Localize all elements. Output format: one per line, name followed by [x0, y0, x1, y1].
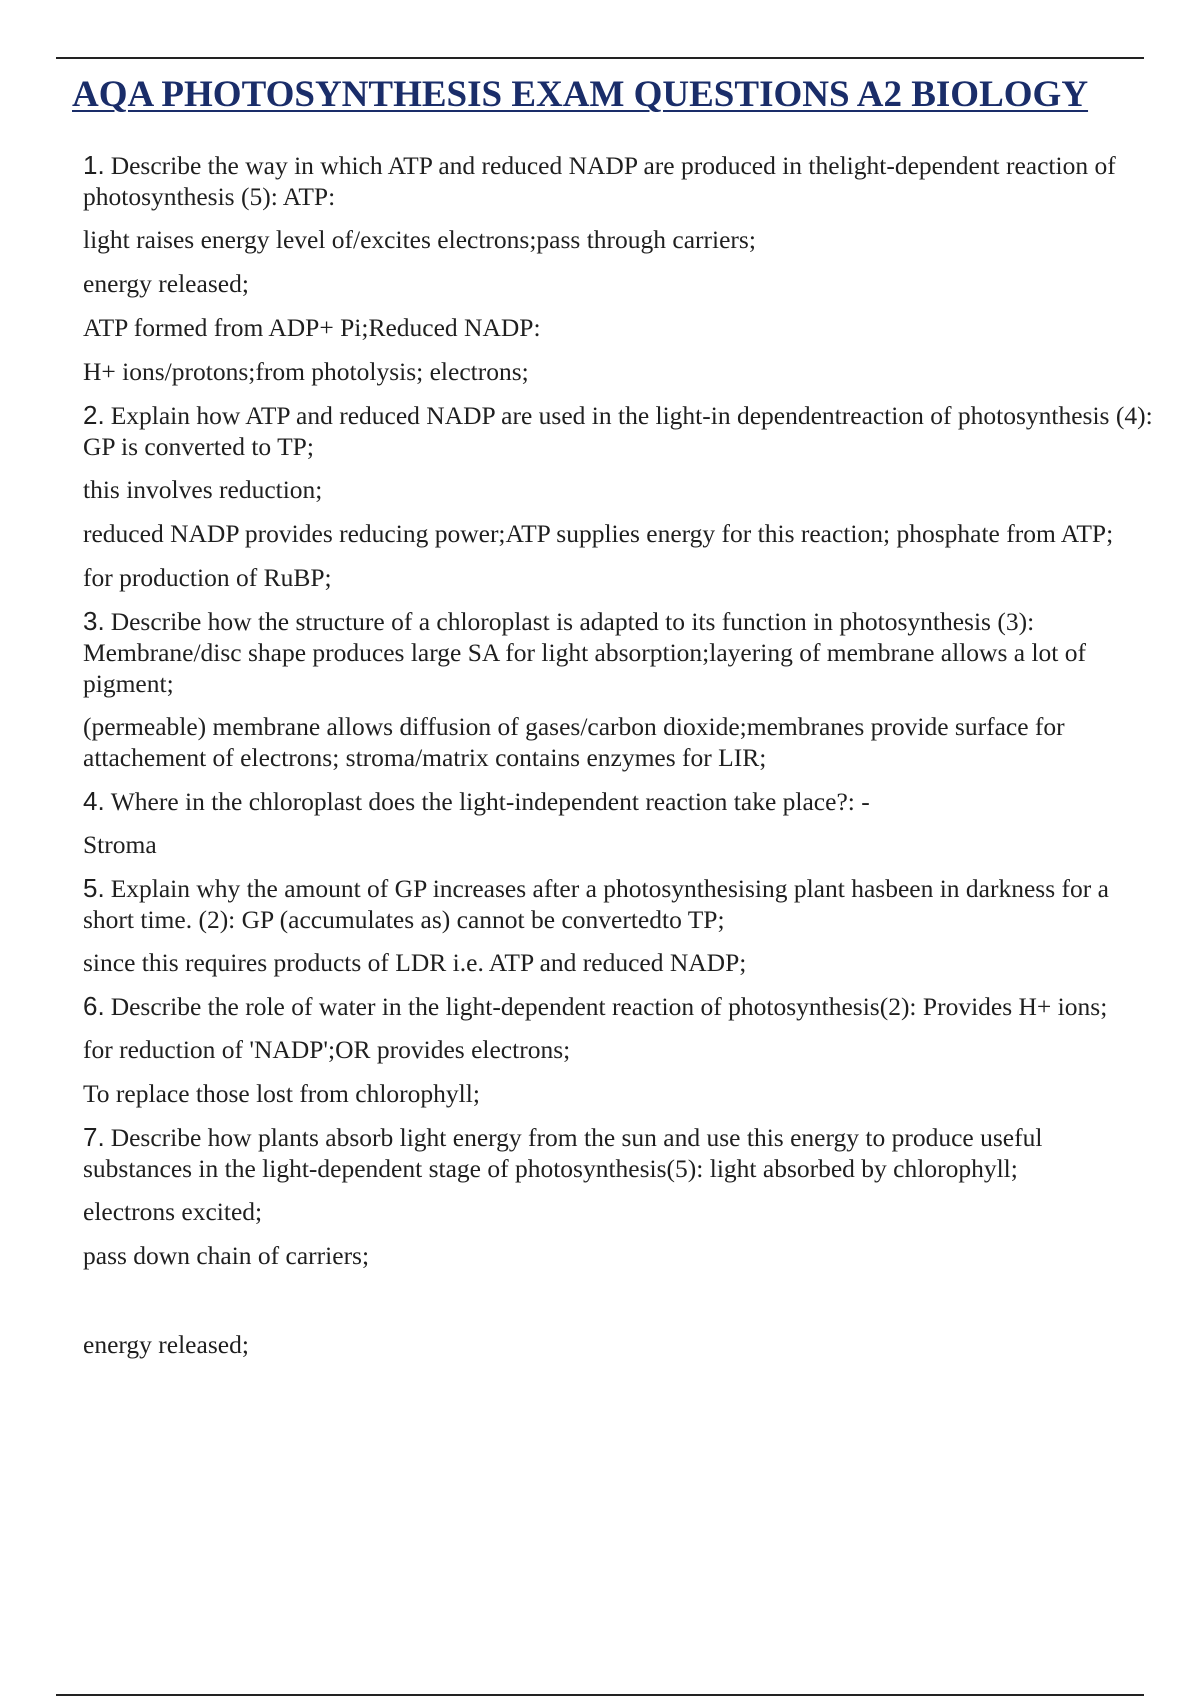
answer-line: for production of RuBP;: [83, 563, 332, 592]
answer-line: since this requires products of LDR i.e. ATP and reduced NADP;: [83, 948, 747, 977]
question-item: [83, 1122, 1153, 1184]
answer-line: light raises energy level of/excites electrons;pass through carriers;: [83, 225, 756, 254]
answer-line: electrons excited;: [83, 1197, 263, 1226]
question-text: Where in the chloroplast does the light-independent reaction take place?: -: [110, 787, 870, 816]
page-title: AQA PHOTOSYNTHESIS EXAM QUESTIONS A2 BIOLOGY: [72, 74, 1089, 115]
answer-line: H+ ions/protons;from photolysis; electrons;: [83, 357, 529, 386]
bottom-rule: [56, 1694, 1144, 1696]
question-number: 1.: [83, 150, 105, 180]
answer-line: for reduction of 'NADP';OR provides electrons;: [83, 1035, 571, 1064]
question-item: [83, 400, 1153, 462]
question-text: Describe the role of water in the light-dependent reaction of photosynthesis(2): Provides H+ ions;: [110, 992, 1108, 1021]
answer-line: Stroma: [83, 830, 157, 859]
question-text: Explain why the amount of GP increases after a photosynthesising plant hasbeen in darkness for a short time. (2): GP (accumulates as) cannot be convertedto TP;: [83, 874, 1109, 934]
question-number: 2.: [83, 400, 105, 430]
question-item: [83, 606, 1153, 699]
answer-line: reduced NADP provides reducing power;ATP supplies energy for this reaction; phosphate from ATP;: [83, 519, 1114, 548]
question-number: 5.: [83, 873, 105, 903]
question-number: 7.: [83, 1122, 105, 1152]
answer-line: To replace those lost from chlorophyll;: [83, 1079, 480, 1108]
question-text: Describe how the structure of a chloroplast is adapted to its function in photosynthesis (3): Membrane/disc shape produces large SA for light absorption;layering of membrane allows a lot of pigment;: [83, 607, 1086, 698]
question-text: Describe how plants absorb light energy from the sun and use this energy to produce useful substances in the light-dependent stage of photosynthesis(5): light absorbed by chlorophyll;: [83, 1123, 1043, 1183]
question-item: [83, 150, 1153, 212]
question-list: [83, 150, 1153, 1373]
answer-line: pass down chain of carriers;: [83, 1241, 370, 1270]
answer-line: energy released;: [83, 1330, 249, 1359]
answer-line: this involves reduction;: [83, 475, 323, 504]
question-number: 4.: [83, 786, 105, 816]
answer-line: ATP formed from ADP+ Pi;Reduced NADP:: [83, 313, 541, 342]
answer-line: (permeable) membrane allows diffusion of gases/carbon dioxide;membranes provide surface for attachement of electrons; stroma/matrix contains enzymes for LIR;: [83, 712, 1065, 772]
question-item: [83, 991, 1153, 1022]
question-number: 6.: [83, 991, 105, 1021]
question-number: 3.: [83, 606, 105, 636]
top-rule: [56, 57, 1144, 59]
question-text: Explain how ATP and reduced NADP are used in the light-in dependentreaction of photosynthesis (4): GP is converted to TP;: [83, 401, 1153, 461]
answer-line: energy released;: [83, 269, 249, 298]
question-item: [83, 786, 1153, 817]
question-item: [83, 873, 1153, 935]
question-text: Describe the way in which ATP and reduced NADP are produced in thelight-dependent reaction of photosynthesis (5): ATP:: [83, 151, 1116, 211]
